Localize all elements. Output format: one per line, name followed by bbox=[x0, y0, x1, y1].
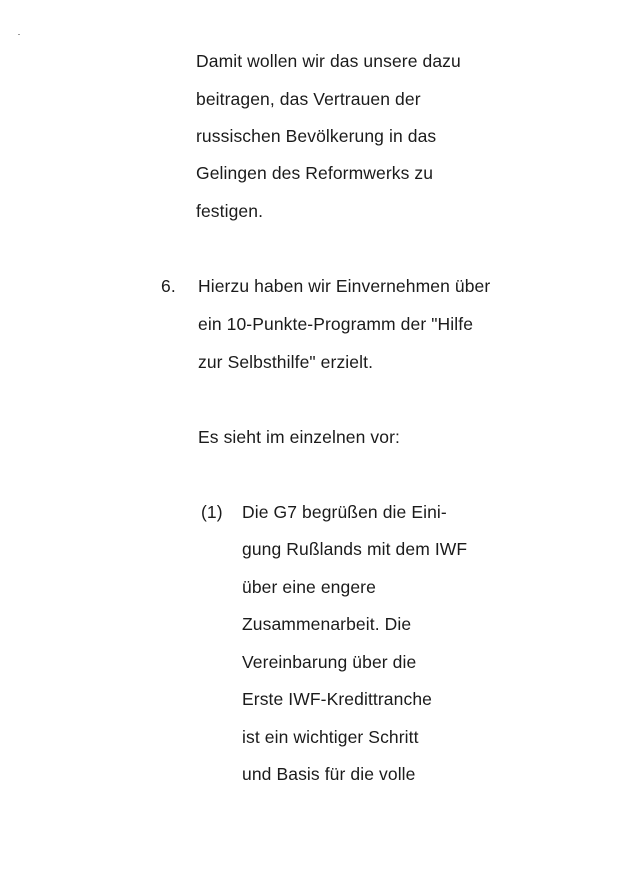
intro-line-3: russischen Bevölkerung in das bbox=[196, 126, 437, 146]
item-1-line-7: ist ein wichtiger Schritt bbox=[242, 727, 419, 747]
details-line-1: Es sieht im einzelnen vor: bbox=[198, 427, 400, 447]
intro-line-1: Damit wollen wir das unsere dazu bbox=[196, 51, 461, 71]
intro-line-4: Gelingen des Reformwerks zu bbox=[196, 163, 434, 183]
intro-line-5: festigen. bbox=[196, 201, 264, 221]
item-1-line-4: Zusammenarbeit. Die bbox=[242, 614, 412, 634]
item-1-line-5: Vereinbarung über die bbox=[242, 652, 417, 672]
item-1-line-1: Die G7 begrüßen die Eini- bbox=[242, 502, 447, 522]
item-1-line-6: Erste IWF-Kredittranche bbox=[242, 689, 432, 709]
item-1-line-3: über eine engere bbox=[242, 577, 376, 597]
section-6-line-3: zur Selbsthilfe" erzielt. bbox=[198, 352, 374, 372]
item-1-line-8: und Basis für die volle bbox=[242, 764, 416, 784]
scan-speck bbox=[18, 34, 20, 35]
section-6-line-1: Hierzu haben wir Einvernehmen über bbox=[198, 276, 491, 296]
section-6-line-2: ein 10-Punkte-Programm der "Hilfe bbox=[198, 314, 474, 334]
item-1-line-2: gung Rußlands mit dem IWF bbox=[242, 539, 468, 559]
section-6-number: 6. bbox=[161, 276, 176, 296]
item-1-number: (1) bbox=[201, 502, 223, 522]
intro-line-2: beitragen, das Vertrauen der bbox=[196, 89, 421, 109]
